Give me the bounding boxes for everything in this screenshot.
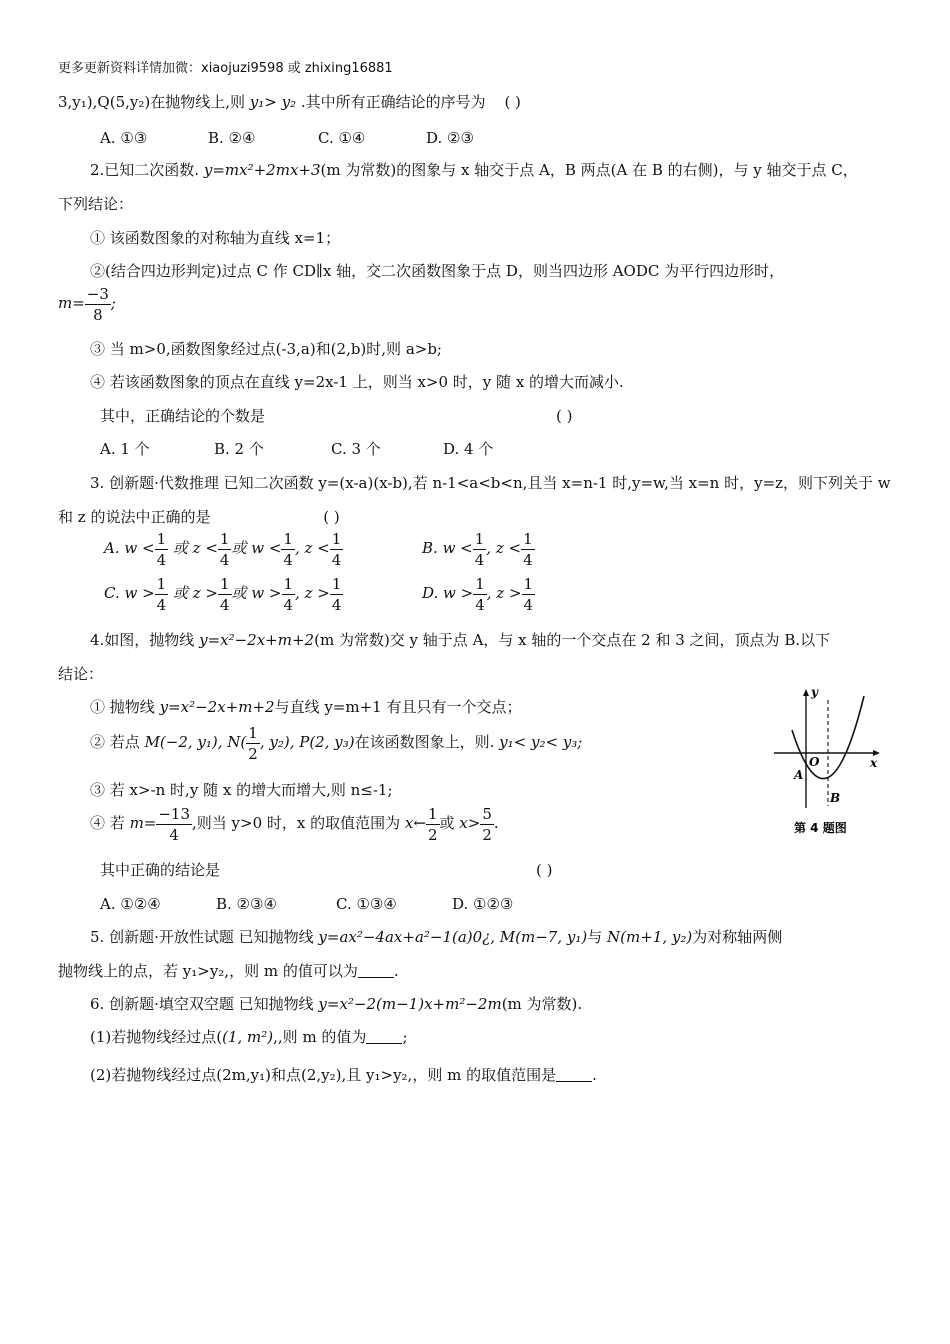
q3-a-t3: 或 w < bbox=[231, 539, 282, 557]
q3-b-f1-den: 4 bbox=[474, 550, 485, 569]
q6-p1-end: ; bbox=[402, 1028, 408, 1046]
y-axis-arrow-icon bbox=[803, 689, 809, 696]
q3-b-f2-num: 1 bbox=[523, 529, 533, 548]
q4-s4-frac-den: 4 bbox=[169, 825, 179, 844]
q2-option-d: D. 4 个 bbox=[443, 440, 494, 458]
q4-s4-frac2 bbox=[480, 804, 494, 845]
q3-a-frac4 bbox=[330, 529, 344, 570]
q5-answer-blank[interactable] bbox=[358, 963, 394, 978]
q3-option-c bbox=[104, 571, 343, 615]
q3-a-f2-den: 4 bbox=[219, 550, 230, 569]
q4-s2-frac bbox=[246, 723, 260, 764]
q3-b-f2-den: 4 bbox=[523, 550, 533, 569]
q2-function: y=mx²+2mx+3 bbox=[203, 161, 321, 179]
q4-s4-f2-num: 5 bbox=[482, 804, 492, 823]
q6-p1-b: ,,则 m 的值为 bbox=[273, 1028, 367, 1046]
q4-s4-x1: x← bbox=[404, 814, 426, 832]
q2-fraction bbox=[85, 284, 111, 325]
q3-c-frac2 bbox=[218, 574, 232, 615]
q4-s4-x2: x> bbox=[459, 814, 481, 832]
q3-b-t2: , z < bbox=[486, 539, 522, 557]
q5-end: . bbox=[393, 962, 399, 980]
q1-option-d: D. ②③ bbox=[426, 129, 474, 147]
q3-b-label: B bbox=[422, 539, 434, 557]
label-x: x bbox=[870, 756, 878, 770]
q6-p1-answer-blank[interactable] bbox=[366, 1029, 402, 1044]
q4-answer-paren: ( ) bbox=[536, 861, 553, 879]
q3-b-f1-num: 1 bbox=[474, 529, 485, 548]
q2-frac-den: 8 bbox=[93, 305, 103, 324]
figure-caption: 第 4 题图 bbox=[794, 821, 847, 835]
q3-d-t2: , z > bbox=[486, 584, 522, 602]
q3-c-f1-num: 1 bbox=[156, 574, 167, 593]
q2-m-eq: m= bbox=[58, 294, 85, 312]
q3-c-f3-num: 1 bbox=[283, 574, 294, 593]
q4-statement-2 bbox=[90, 720, 582, 764]
q6-p2-text: (2)若抛物线经过点(2m,y₁)和点(2,y₂),且 y₁>y₂,，则 m 的取值范围是 bbox=[90, 1066, 557, 1084]
q4-option-b: B. ②③④ bbox=[216, 895, 277, 913]
q3-d-f2-num: 1 bbox=[523, 574, 534, 593]
q4-s4-or: 或 bbox=[439, 814, 455, 832]
label-b: B bbox=[830, 791, 841, 805]
q2-answer-paren: ( ) bbox=[556, 407, 573, 425]
q4-s2-frac-den: 2 bbox=[248, 744, 258, 763]
q2-intro-text: (m 为常数)的图象与 x 轴交于点 A，B 两点(A 在 B 的右侧)，与 y 轴交于点 C， bbox=[320, 161, 858, 179]
q5-intro-a: 5. 创新题·开放性试题 已知抛物线 bbox=[90, 928, 314, 946]
q2-option-b: B. 2 个 bbox=[214, 440, 264, 458]
q4-option-c: C. ①③④ bbox=[336, 895, 397, 913]
q2-number: 2.已知二次函数. bbox=[90, 161, 200, 179]
q1-option-b: B. ②④ bbox=[208, 129, 256, 147]
q4-s4-a: ④ 若 bbox=[90, 814, 125, 832]
q3-a-f3-den: 4 bbox=[283, 550, 293, 569]
q3-a-label: A bbox=[104, 539, 115, 557]
q4-s2-N: , y₂), P(2, y₃) bbox=[259, 733, 355, 751]
q3-c-frac3 bbox=[282, 574, 296, 615]
q3-a-frac3 bbox=[281, 529, 295, 570]
q4-statement-1 bbox=[90, 696, 521, 718]
q3-a-frac1 bbox=[155, 529, 169, 570]
q3-c-f3-den: 4 bbox=[283, 595, 294, 614]
q3-a-f4-den: 4 bbox=[331, 550, 342, 569]
q4-ask: 其中正确的结论是 bbox=[100, 861, 221, 879]
q3-d-frac2 bbox=[522, 574, 536, 615]
q3-c-f2-num: 1 bbox=[220, 574, 230, 593]
q3-c-f4-den: 4 bbox=[331, 595, 342, 614]
q3-a-f1-den: 4 bbox=[156, 550, 167, 569]
q4-s2-c: y₁< y₂< y₃; bbox=[499, 733, 583, 751]
q3-a-f3-num: 1 bbox=[283, 529, 293, 548]
q4-s1-function: y=x²−2x+m+2 bbox=[159, 698, 275, 716]
q2-ask: 其中，正确结论的个数是 bbox=[100, 407, 266, 425]
q3-intro-text: 和 z 的说法中正确的是 bbox=[58, 508, 211, 526]
q3-option-a bbox=[104, 526, 343, 570]
q3-a-f1-num: 1 bbox=[156, 529, 167, 548]
q4-graph bbox=[772, 684, 892, 844]
q5-intro bbox=[90, 926, 782, 948]
q2-statement-3: ③ 当 m>0,函数图象经过点(-3,a)和(2,b)时,则 a>b; bbox=[90, 340, 442, 358]
page-header: 更多更新资料详情加微：xiaojuzi9598 或 zhixing16881 bbox=[58, 61, 393, 76]
q4-s4-f2-den: 2 bbox=[482, 825, 492, 844]
q3-b-frac2 bbox=[521, 529, 535, 570]
q1-text: 3,y₁),Q(5,y₂)在抛物线上,则 bbox=[58, 93, 245, 111]
q3-c-frac4 bbox=[330, 574, 344, 615]
q1-answer-paren: ( ) bbox=[504, 93, 521, 111]
q5-function-b: N(m+1, y₂) bbox=[607, 928, 693, 946]
q2-option-a: A. 1 个 bbox=[100, 440, 150, 458]
q1-line bbox=[58, 91, 521, 113]
q2-statement-1: ① 该函数图象的对称轴为直线 x=1； bbox=[90, 229, 341, 247]
q5-intro-b: 为对称轴两侧 bbox=[692, 928, 783, 946]
q3-a-frac2 bbox=[218, 529, 232, 570]
q4-intro-text: (m 为常数)交 y 轴于点 A，与 x 轴的一个交点在 2 和 3 之间，顶点为 B.以下 bbox=[314, 631, 831, 649]
q6-p1-point: (1, m²) bbox=[222, 1028, 274, 1046]
q4-s4-frac-num: −13 bbox=[158, 804, 191, 823]
q3-d-t1: . w > bbox=[433, 584, 474, 602]
q6-p2-end: . bbox=[592, 1066, 597, 1084]
q6-p2-answer-blank[interactable] bbox=[556, 1067, 592, 1082]
q6-intro bbox=[90, 993, 582, 1015]
q6-part-2 bbox=[90, 1064, 597, 1086]
q1-tail: .其中所有正确结论的序号为 bbox=[300, 93, 486, 111]
q3-option-d bbox=[422, 571, 535, 615]
q4-s4-f1-den: 2 bbox=[427, 825, 438, 844]
q3-b-frac1 bbox=[473, 529, 487, 570]
q5-mid: 与 bbox=[587, 928, 603, 946]
q4-number: 4.如图，抛物线 bbox=[90, 631, 195, 649]
label-y: y bbox=[811, 685, 818, 699]
q5-line-2 bbox=[58, 960, 399, 982]
q3-a-f2-num: 1 bbox=[219, 529, 230, 548]
q3-c-label: C bbox=[104, 584, 115, 602]
q3-a-t1: . w < bbox=[114, 539, 155, 557]
q4-option-d: D. ①②③ bbox=[452, 895, 514, 913]
q3-b-t1: . w < bbox=[433, 539, 473, 557]
q3-c-f4-num: 1 bbox=[331, 574, 342, 593]
q3-intro: 3. 创新题·代数推理 已知二次函数 y=(x-a)(x-b),若 n-1<a<b<n,且当 x=n-1 时,y=w,当 x=n 时，y=z，则下列关于 w bbox=[90, 474, 891, 492]
q3-intro-end bbox=[58, 506, 340, 528]
q3-a-f4-num: 1 bbox=[331, 529, 342, 548]
q4-s2-frac-num: 1 bbox=[248, 723, 258, 742]
q3-c-t1: . w > bbox=[114, 584, 155, 602]
q4-statement-3: ③ 若 x>-n 时,y 随 x 的增大而增大,则 n≤-1; bbox=[90, 781, 393, 799]
q4-option-a: A. ①②④ bbox=[100, 895, 161, 913]
q4-s2-M: M(−2, y₁), N( bbox=[144, 733, 247, 751]
q1-option-a: A. ①③ bbox=[100, 129, 148, 147]
q3-d-f2-den: 4 bbox=[523, 595, 534, 614]
q4-function: y=x²−2x+m+2 bbox=[199, 631, 315, 649]
q2-statement-4: ④ 若该函数图象的顶点在直线 y=2x-1 上，则当 x>0 时，y 随 x 的增大而减小. bbox=[90, 373, 624, 391]
q3-d-f1-den: 4 bbox=[475, 595, 485, 614]
q5-intro-c: 抛物线上的点，若 y₁>y₂,，则 m 的值可以为 bbox=[58, 962, 358, 980]
q6-intro-b: (m 为常数). bbox=[501, 995, 583, 1013]
q4-s4-b: ,则当 y>0 时，x 的取值范围为 bbox=[192, 814, 401, 832]
q4-s2-b: 在该函数图象上，则. bbox=[354, 733, 495, 751]
q4-intro-end: 结论： bbox=[58, 665, 104, 683]
q3-d-frac1 bbox=[473, 574, 487, 615]
q3-answer-paren: ( ) bbox=[323, 508, 340, 526]
q2-statement-2: ②(结合四边形判定)过点 C 作 CD∥x 轴，交二次函数图象于点 D，则当四边形 AODC 为平行四边形时， bbox=[90, 262, 785, 280]
q3-c-t2: 或 z > bbox=[168, 584, 218, 602]
q6-intro-a: 6. 创新题·填空双空题 已知抛物线 bbox=[90, 995, 314, 1013]
q2-frac-num: −3 bbox=[86, 284, 109, 303]
q2-intro-end: 下列结论： bbox=[58, 195, 134, 213]
label-a: A bbox=[794, 768, 804, 782]
q3-option-b bbox=[422, 526, 535, 570]
q5-function: y=ax²−4ax+a²−1(a)0¿, M(m−7, y₁) bbox=[318, 928, 588, 946]
q6-function: y=x²−2(m−1)x+m²−2m bbox=[318, 995, 502, 1013]
q4-s4-frac bbox=[156, 804, 192, 845]
q3-a-t4: , z < bbox=[294, 539, 330, 557]
q4-s1-b: 与直线 y=m+1 有且只有一个交点； bbox=[274, 698, 522, 716]
q4-s4-frac1 bbox=[426, 804, 440, 845]
q4-intro bbox=[90, 629, 830, 651]
q3-c-f1-den: 4 bbox=[156, 595, 167, 614]
q3-d-label: D bbox=[422, 584, 434, 602]
q3-c-f2-den: 4 bbox=[220, 595, 230, 614]
q3-a-t2: 或 z < bbox=[168, 539, 218, 557]
q1-option-c: C. ①④ bbox=[318, 129, 366, 147]
q4-s2-a: ② 若点 bbox=[90, 733, 140, 751]
q4-s4-m: m= bbox=[129, 814, 157, 832]
q2-statement-2-m bbox=[58, 281, 116, 325]
q2-intro bbox=[90, 159, 858, 181]
q4-figure bbox=[772, 684, 892, 844]
q2-semicolon: ; bbox=[110, 294, 116, 312]
q3-c-t4: , z > bbox=[295, 584, 330, 602]
q6-part-1 bbox=[90, 1026, 408, 1048]
label-o: O bbox=[809, 755, 820, 769]
q4-s4-f1-num: 1 bbox=[427, 804, 438, 823]
q3-c-frac1 bbox=[155, 574, 169, 615]
q2-option-c: C. 3 个 bbox=[331, 440, 381, 458]
q3-c-t3: 或 w > bbox=[231, 584, 282, 602]
q4-s1-a: ① 抛物线 bbox=[90, 698, 155, 716]
q6-p1-a: (1)若抛物线经过点( bbox=[90, 1028, 223, 1046]
q3-d-f1-num: 1 bbox=[475, 574, 485, 593]
q1-condition: y₁> y₂ bbox=[249, 93, 297, 111]
q4-statement-4 bbox=[90, 801, 499, 845]
q4-s4-end: . bbox=[493, 814, 499, 832]
